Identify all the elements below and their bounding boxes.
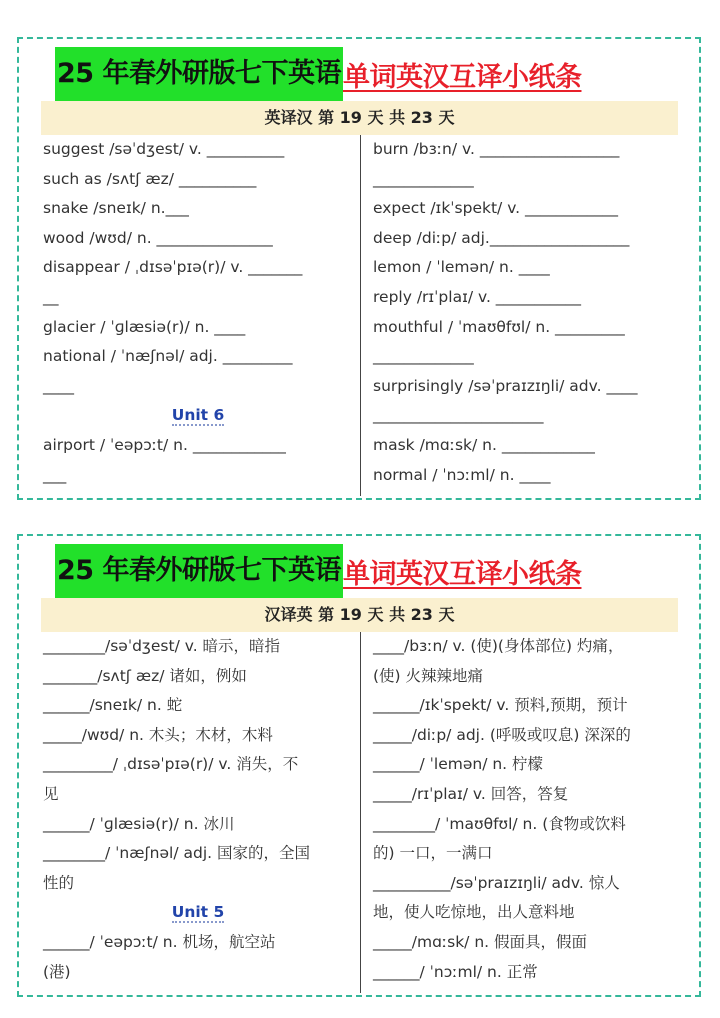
vocab-line: 地，使人吃惊地，出人意料地 xyxy=(373,903,575,922)
vocab-line: _______/sʌtʃ æz/ 诸如，例如 xyxy=(43,666,247,685)
vocab-line: _____________ xyxy=(373,347,474,366)
vocab-line: ______/sneɪk/ n. 蛇 xyxy=(43,696,183,715)
column-divider xyxy=(360,135,361,496)
left-column xyxy=(43,135,353,490)
vocab-card-zh-to-en xyxy=(17,534,701,997)
right-column xyxy=(373,135,683,490)
day-banner: 英译汉 第 19 天 共 23 天 xyxy=(41,101,678,135)
vocab-line: ______/ ˈlemən/ n. 柠檬 xyxy=(373,755,544,774)
vocab-line: ________/ ˈnæʃnəl/ adj. 国家的，全国 xyxy=(43,844,310,863)
vocab-line: ________/səˈdʒest/ v. 暗示，暗指 xyxy=(43,637,281,655)
vocab-line: _____/rɪˈplaɪ/ v. 回答，答复 xyxy=(373,784,569,803)
vocab-line: _____/mɑːsk/ n. 假面具，假面 xyxy=(373,932,588,951)
vocab-line: ________/ ˈmaʊθfʊl/ n. (食物或饮料 xyxy=(373,814,626,833)
card-title xyxy=(55,544,581,598)
vocab-line: ______/ ˈɡlæsiə(r)/ n. 冰川 xyxy=(43,814,235,833)
vocab-line: _____/diːp/ adj. (呼吸或叹息) 深深的 xyxy=(373,725,631,744)
vocab-line: (使) 火辣辣地痛 xyxy=(373,666,484,685)
vocab-line: glacier / ˈɡlæsiə(r)/ n. ____ xyxy=(43,317,246,336)
vocab-line: ___ xyxy=(43,465,67,484)
vocab-line: 见 xyxy=(43,784,59,803)
vocab-line: ______/ ˈeəpɔːt/ n. 机场，航空站 xyxy=(43,932,276,951)
card-title xyxy=(55,47,581,101)
vocab-line: __________/səˈpraɪzɪŋli/ adv. 惊人 xyxy=(373,873,620,892)
unit-heading xyxy=(43,401,353,431)
vocab-line: mask /mɑːsk/ n. ____________ xyxy=(373,435,595,454)
vocab-line: _____/wʊd/ n. 木头；木材，木料 xyxy=(43,725,273,744)
vocab-line: such as /sʌtʃ æz/ __________ xyxy=(43,169,257,188)
vocab-line: ______/ ˈnɔːml/ n. 正常 xyxy=(373,962,538,981)
vocab-line: national / ˈnæʃnəl/ adj. _________ xyxy=(43,347,293,366)
vocab-line: wood /wʊd/ n. _______________ xyxy=(43,228,273,247)
vocab-line: disappear / ˌdɪsəˈpɪə(r)/ v. _______ xyxy=(43,258,303,277)
vocab-line: _____________ xyxy=(373,169,474,188)
vocab-line: snake /sneɪk/ n.___ xyxy=(43,199,189,218)
vocab-line: expect /ɪkˈspekt/ v. ____________ xyxy=(373,199,619,218)
vocab-line: reply /rɪˈplaɪ/ v. ___________ xyxy=(373,287,582,306)
vocab-line: airport / ˈeəpɔːt/ n. ____________ xyxy=(43,435,286,454)
day-banner: 汉译英 第 19 天 共 23 天 xyxy=(41,598,678,632)
vocab-line: normal / ˈnɔːml/ n. ____ xyxy=(373,465,551,484)
vocab-line: __ xyxy=(43,287,59,306)
vocab-line: deep /diːp/ adj.__________________ xyxy=(373,228,630,247)
right-column xyxy=(373,632,683,987)
title-accent: 单词英汉互译小纸条 xyxy=(342,558,582,590)
vocab-line: 性的 xyxy=(43,873,75,892)
vocab-line: ____ xyxy=(43,376,74,395)
vocab-line: 的) 一口，一满口 xyxy=(373,844,493,863)
vocab-line: suggest /səˈdʒest/ v. __________ xyxy=(43,140,285,158)
column-divider xyxy=(360,632,361,993)
vocab-line: mouthful / ˈmaʊθfʊl/ n. _________ xyxy=(373,317,625,336)
unit-heading xyxy=(43,898,353,928)
vocab-line: surprisingly /səˈpraɪzɪŋli/ adv. ____ xyxy=(373,376,638,395)
vocab-line: ______________________ xyxy=(373,406,544,425)
left-column xyxy=(43,632,353,987)
vocab-line: _________/ ˌdɪsəˈpɪə(r)/ v. 消失，不 xyxy=(43,755,299,774)
title-main: 25 年春外研版七下英语 xyxy=(55,47,343,101)
title-main: 25 年春外研版七下英语 xyxy=(55,544,343,598)
vocab-line: lemon / ˈlemən/ n. ____ xyxy=(373,258,550,277)
unit-label: Unit 5 xyxy=(171,903,225,922)
vocab-line: ____/bɜːn/ v. (使)(身体部位) 灼痛， xyxy=(373,637,624,655)
vocab-line: burn /bɜːn/ v. __________________ xyxy=(373,140,620,158)
vocab-line: (港) xyxy=(43,962,71,981)
vocab-card-en-to-zh xyxy=(17,37,701,500)
title-accent: 单词英汉互译小纸条 xyxy=(342,61,582,93)
vocab-line: ______/ɪkˈspekt/ v. 预料,预期，预计 xyxy=(373,696,628,715)
unit-label: Unit 6 xyxy=(171,406,225,425)
